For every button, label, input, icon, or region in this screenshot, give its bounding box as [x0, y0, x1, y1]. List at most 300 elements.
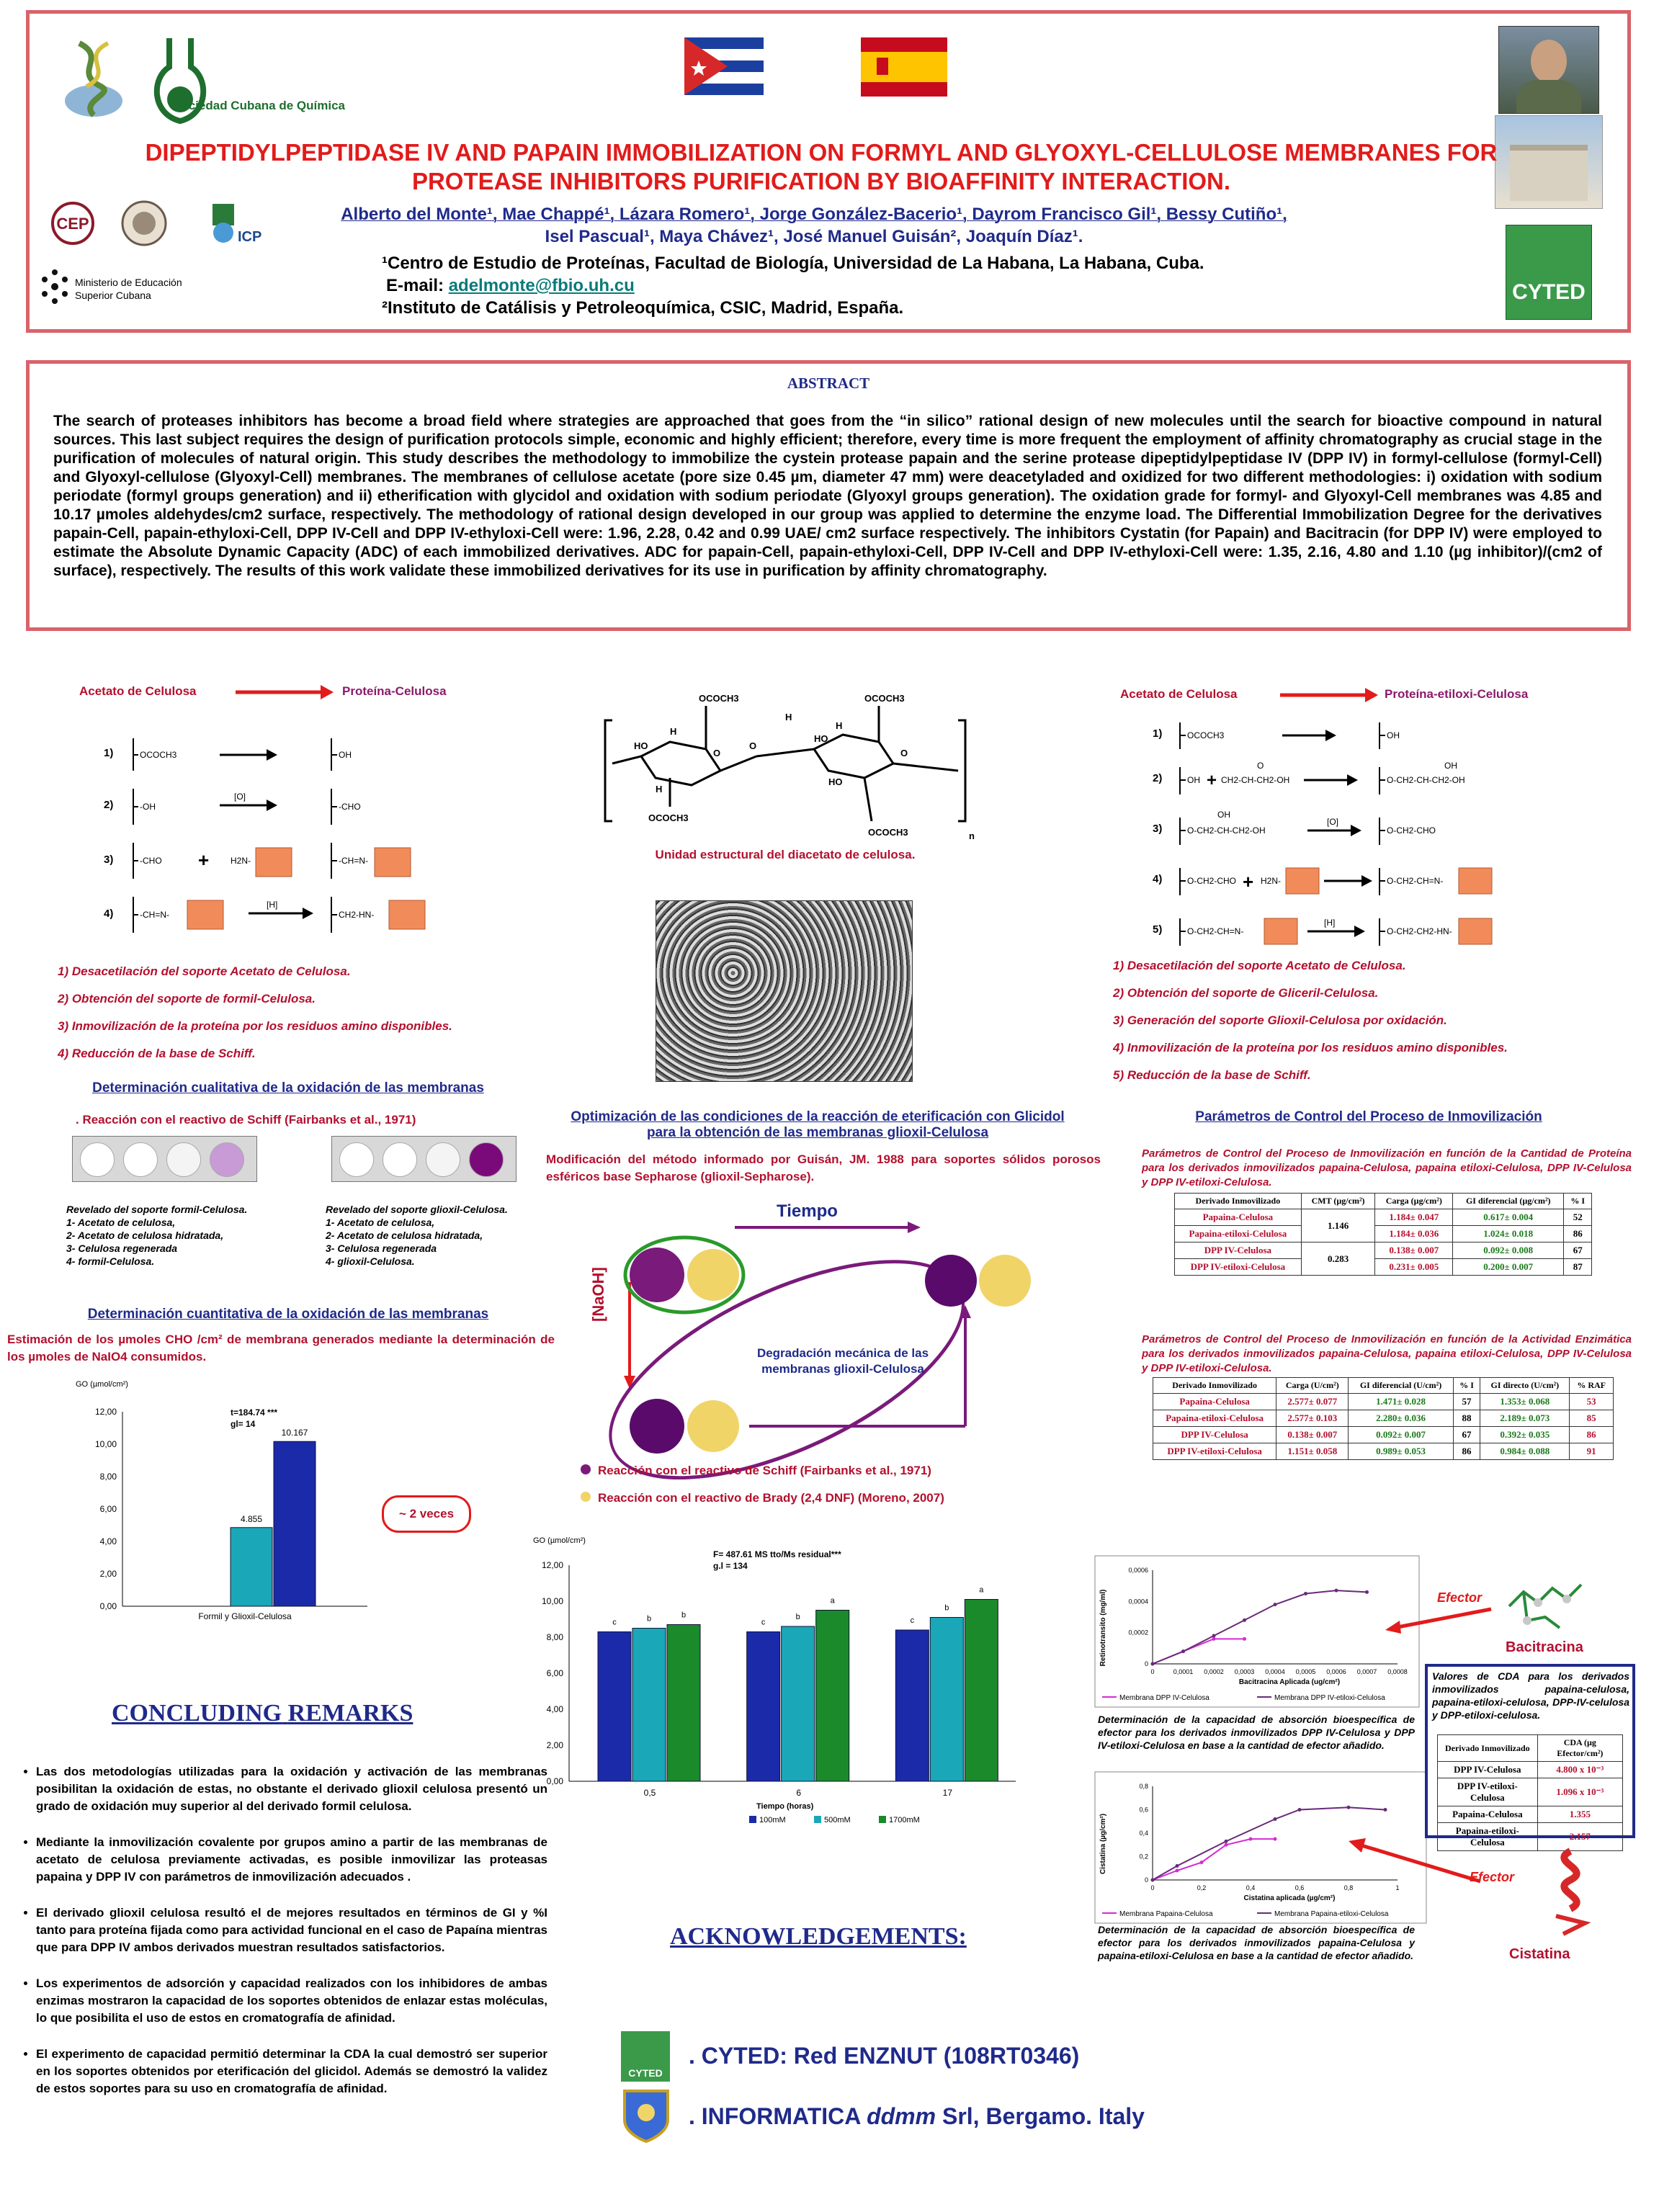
cyted-label: CYTED: [1512, 280, 1586, 304]
right-reaction-scheme: [1145, 717, 1578, 947]
svg-text:O-CH2-CHO: O-CH2-CHO: [1387, 825, 1436, 836]
svg-text:HO: HO: [828, 776, 843, 787]
bacitracin-label: Bacitracina: [1506, 1639, 1583, 1655]
table-cell: 1.471± 0.028: [1349, 1394, 1453, 1410]
bar: [274, 1441, 316, 1606]
data-point: [1212, 1634, 1216, 1638]
table-header: Carga (µg/cm²): [1375, 1194, 1453, 1209]
significance-label: c: [910, 1616, 915, 1625]
svg-text:CH2-HN-: CH2-HN-: [339, 910, 375, 920]
x-tick-label: 0,0004: [1265, 1668, 1285, 1675]
concluding-title: [112, 1700, 413, 1727]
x-axis-label: Tiempo (horas): [756, 1802, 814, 1811]
significance-label: b: [944, 1603, 949, 1613]
sociedad-logo-icon: [148, 35, 213, 128]
table-cell: 4.800 x 10⁻³: [1537, 1762, 1622, 1778]
table-header: CDA (µg Efector/cm²): [1537, 1735, 1622, 1762]
x-tick-label: 17: [942, 1788, 953, 1798]
table-row: [1153, 1427, 1614, 1443]
svg-text:OCOCH3: OCOCH3: [864, 693, 905, 704]
data-point: [1304, 1592, 1307, 1595]
authors: [274, 203, 1354, 248]
table-header: GI directo (U/cm²): [1480, 1378, 1570, 1394]
x-tick-label: 0: [1150, 1668, 1155, 1675]
bar: [231, 1528, 272, 1606]
data-point: [1225, 1840, 1228, 1843]
svg-text:CEP: CEP: [56, 215, 89, 233]
ack-title: ACKNOWLEDGEMENTS:: [670, 1923, 967, 1950]
formyl-membranes-strip: [72, 1136, 257, 1182]
bar: [667, 1625, 700, 1782]
data-point: [1176, 1869, 1179, 1873]
data-point: [1151, 1879, 1155, 1882]
right-note-2: 2) Obtención del soporte de Gliceril-Celulosa.: [1113, 986, 1379, 1000]
left-scheme-to: Proteína-Celulosa: [342, 684, 447, 698]
data-point: [1176, 1864, 1179, 1868]
table-cell: 0.392± 0.035: [1480, 1427, 1570, 1443]
table-row: [1438, 1806, 1623, 1823]
table-cell: 0.200± 0.007: [1453, 1259, 1564, 1276]
glyoxyl-caption: Revelado del soporte glioxil-Celulosa. 1- Acetato de celulosa, 2- Acetato de celulosa hidratada, 3- Celulosa regenerada 4- glioxil-Celulosa.: [326, 1204, 508, 1267]
table-cell: Papaina-etiloxi-Celulosa: [1153, 1410, 1276, 1427]
left-scheme-from: Acetato de Celulosa: [79, 684, 197, 698]
legend-swatch: [749, 1816, 756, 1823]
stat-annotation: F= 487.61 MS tto/Ms residual***: [713, 1549, 841, 1559]
table-cell: 2.189± 0.073: [1480, 1410, 1570, 1427]
svg-text:-CHO: -CHO: [140, 856, 162, 866]
legend-label: Membrana DPP IV-Celulosa: [1119, 1694, 1209, 1702]
molecule-logo-icon: [50, 29, 137, 130]
email-link[interactable]: adelmonte@fbio.uh.cu: [448, 276, 635, 295]
y-tick-label: 0,00: [546, 1776, 563, 1786]
legend-swatch: [879, 1816, 886, 1823]
poster-title: [86, 138, 1556, 196]
x-tick-label: 0,0006: [1326, 1668, 1346, 1675]
email-label: E-mail:: [386, 276, 444, 295]
table-cell: 0.092± 0.007: [1349, 1427, 1453, 1443]
table-cell: DPP IV-etiloxi-Celulosa: [1175, 1259, 1302, 1276]
ack-line1: . CYTED: Red ENZNUT (108RT0346): [689, 2043, 1080, 2069]
y-tick-label: 10,00: [541, 1596, 563, 1606]
svg-text:H2N-: H2N-: [1261, 876, 1282, 886]
left-note-4: 4) Reducción de la base de Schiff.: [58, 1047, 256, 1060]
ministry-logo-icon: [39, 268, 71, 305]
yellow-dot-icon: [581, 1492, 591, 1502]
svg-text:O-CH2-CH-CH2-OH: O-CH2-CH-CH2-OH: [1187, 825, 1266, 836]
table-cell: Papaina-Celulosa: [1175, 1209, 1302, 1226]
table-header: Derivado Inmovilizado: [1153, 1378, 1276, 1394]
legend-swatch: [814, 1816, 821, 1823]
authors-line2: Isel Pascual¹, Maya Chávez¹, José Manuel Guisán², Joaquín Díaz¹.: [545, 227, 1083, 246]
affiliation-2: ²Instituto de Catálisis y Petroleoquímica, CSIC, Madrid, España.: [382, 298, 904, 318]
y-tick-label: 0,00: [99, 1601, 117, 1611]
table-header: GI diferencial (µg/cm²): [1453, 1194, 1564, 1209]
abstract-text: The search of proteases inhibitors has become a broad field where strategies are approached that goes from the “in silico” rational design of new molecules until the search for bioactive compound in natural sources. This last subject requires the design of purification protocols simple, economic and highly efficient; therefore, every time is more frequent the employment of affinity chromatography as crucial stage in the purification of molecules of natural origin. This study describes the methodology to immobilize the cystein protease papain and the serine protease dipeptidylpeptidase IV (DPP IV) in formyl-cellulose (formyl-Cell) and Glyoxyl-cellulose (Glyoxyl-Cell) membranes. The membranes of cellulose acetate (pore size 0.45 µm, diameter 47 mm) were deacetyladed and oxidized for two different methodologies: i) oxidation with sodium periodate (formyl groups generation) and ii) etherification with glycidol and oxidation with sodium periodate (Glyoxyl groups generation). The oxidation grade for formyl- and Glyoxyl-Cell membranes was 4.85 and 10.17 µmoles aldehydes/cm2 surface, respectively. The methodology of rational design developed in our group was applied to determine the enzyme load. The Differential Immobilization Degree for the derivatives papain-Cell, papain-ethyloxi-Cell, DPP IV-Cell and DPP IV-ethyloxi-Cell were: 1.96, 2.28, 0.42 and 0.99 UAE/ cm2 surface respectively. The inhibitors Cystatin (for Papain) and Bacitracin (for DPP IV) were employed to estimate the Absolute Dynamic Capacity (ADC) of each immobilized derivatives. ADC for papain-Cell, papain-ethyloxi-Cell, DPP IV-Cell and DPP IV-ethyloxi-Cell were: 1.35, 2.16, 4.80 and 1.10 (µg inhibitor)/(cm2 of surface), respectively. The results of this work validate these immobilized derivatives for its use in purification by affinity chromatography.: [53, 413, 1602, 579]
table-cell: 86: [1453, 1443, 1480, 1460]
table-cell: 1.024± 0.018: [1453, 1226, 1564, 1242]
svg-text:OH: OH: [1387, 730, 1400, 740]
x-tick-label: 0: [1150, 1884, 1155, 1891]
oxidation-bar-chart: [72, 1372, 389, 1628]
data-point: [1298, 1808, 1302, 1812]
table-cell: 0.138± 0.007: [1375, 1242, 1453, 1259]
svg-text:-OH: -OH: [140, 802, 156, 812]
two-fold-badge: ~ 2 veces: [382, 1495, 471, 1533]
cda-caption2: Determinación de la capacidad de absorción bioespecífica de efector para los derivados inmovilizados papaina-Celulosa y papaina-etiloxi-Celulosa en base a la cantidad de efector añadido.: [1098, 1924, 1415, 1961]
data-label: 4.855: [240, 1513, 263, 1524]
table-cell: DPP IV-etiloxi-Celulosa: [1153, 1443, 1276, 1460]
legend-label: Membrana DPP IV-etiloxi-Celulosa: [1274, 1694, 1385, 1702]
table-cell: DPP IV-Celulosa: [1175, 1242, 1302, 1259]
authors-line1: Alberto del Monte¹, Mae Chappé¹, Lázara Romero¹, Jorge González-Bacerio¹, Dayrom Francisco Gil¹, Bessy Cutiño¹,: [341, 205, 1287, 224]
ack-line2-a: . INFORMATICA: [689, 2103, 861, 2129]
x-tick-label: 1: [1395, 1884, 1400, 1891]
svg-text:2): 2): [104, 799, 114, 811]
table-cell: 2.157: [1537, 1823, 1622, 1851]
svg-text:O: O: [713, 748, 721, 758]
table-row: [1175, 1242, 1592, 1259]
table-header: Derivado Inmovilizado: [1175, 1194, 1302, 1209]
significance-label: c: [761, 1618, 766, 1627]
data-point: [1274, 1837, 1277, 1841]
table-cell: 1.146: [1301, 1209, 1375, 1242]
x-tick-label: 0,5: [643, 1788, 656, 1798]
table-cell: DPP IV-etiloxi-Celulosa: [1438, 1778, 1538, 1806]
y-tick-label: 8,00: [99, 1472, 117, 1482]
x-tick-label: 0,0007: [1356, 1668, 1377, 1675]
y-tick-label: 0: [1144, 1876, 1148, 1884]
significance-label: b: [795, 1613, 800, 1621]
svg-text:[O]: [O]: [1327, 817, 1339, 827]
informatica-logo-icon: [621, 2087, 671, 2145]
red-arrow-icon: [1340, 1837, 1484, 1887]
legend-label: 1700mM: [889, 1816, 920, 1824]
red-arrow-icon: [1379, 1605, 1495, 1634]
svg-text:OH: OH: [339, 750, 352, 760]
table-header: Carga (U/cm²): [1276, 1378, 1349, 1394]
table-cell: 1.151± 0.058: [1276, 1443, 1349, 1460]
left-note-1: 1) Desacetilación del soporte Acetato de Celulosa.: [58, 964, 351, 978]
efector-label-2: Efector: [1470, 1870, 1515, 1884]
left-reaction-scheme: [94, 727, 526, 936]
right-scheme-notes: [1113, 952, 1508, 1089]
svg-text:+: +: [198, 849, 210, 871]
table-cell: 0.283: [1301, 1242, 1375, 1276]
cda-caption1: Determinación de la capacidad de absorción bioespecífica de efector para los derivados inmovilizados DPP IV-Celulosa y DPP IV-etiloxi-Celulosa en base a la cantidad de efector añadido.: [1098, 1714, 1415, 1751]
legend-label: 100mM: [759, 1816, 786, 1824]
glyoxyl-membranes-strip: [331, 1136, 517, 1182]
institution-logo-icon: [48, 194, 98, 259]
table-row: [1153, 1410, 1614, 1427]
legend-label: Membrana Papaina-Celulosa: [1119, 1910, 1213, 1918]
data-point: [1274, 1817, 1277, 1821]
data-point: [1200, 1861, 1204, 1864]
svg-text:O: O: [1257, 761, 1264, 771]
x-tick-label: 0,0001: [1173, 1668, 1194, 1675]
formyl-caption: Revelado del soporte formil-Celulosa. 1- Acetato de celulosa, 2- Acetato de celulosa hidratada, 3- Celulosa regenerada 4- formil-Celulosa.: [66, 1204, 248, 1267]
svg-text:5): 5): [1153, 923, 1163, 936]
table-row: [1153, 1443, 1614, 1460]
svg-text:OH: OH: [1217, 810, 1230, 820]
author-photo: [1498, 26, 1599, 114]
bacitracin-molecule-icon: [1502, 1570, 1588, 1635]
concluding-item: • El derivado glioxil celulosa resultó el de mejores resultados en términos de GI y %I tanto para proteína fijada como para actividad funcional en el caso de Papaína mientras que para DPP IV ambos derivados muestran resultados satisfactorios.: [36, 1904, 547, 1956]
stat-annotation: g.l = 134: [713, 1561, 748, 1571]
bacitracin-capacity-chart: [1095, 1556, 1419, 1707]
concluding-item: • El experimento de capacidad permitió determinar la CDA la cual demostró ser superior en los soportes obtenidos por eterificación del glicidol. Además se demostró la validez de estos soportes para su uso en cromatografía de afinidad.: [36, 2046, 547, 2097]
svg-text:OH: OH: [1187, 775, 1200, 785]
svg-text:OCOCH3: OCOCH3: [140, 750, 177, 760]
svg-text:3): 3): [1153, 823, 1163, 835]
table-cell: 87: [1564, 1259, 1592, 1276]
table-cell: 0.092± 0.008: [1453, 1242, 1564, 1259]
table-row: [1153, 1394, 1614, 1410]
y-tick-label: 0,4: [1139, 1830, 1148, 1837]
data-point: [1212, 1637, 1216, 1641]
x-category-label: Formil y Glioxil-Celulosa: [198, 1611, 292, 1621]
optimization-desc: Modificación del método informado por Guisán, JM. 1988 para soportes sólidos porosos esféricos base Sepharose (glioxil-Sepharose).: [546, 1152, 1101, 1183]
spain-flag-icon: [861, 37, 947, 97]
cystatin-label: Cistatina: [1509, 1946, 1570, 1962]
ack-line2: [689, 2103, 1145, 2130]
table-cell: Papaina-etiloxi-Celulosa: [1175, 1226, 1302, 1242]
concluding-title-b: REMARKS: [287, 1700, 413, 1727]
step-1: 1): [104, 747, 114, 759]
svg-text:HO: HO: [814, 733, 828, 744]
cyted-small-logo: CYTED: [621, 2031, 670, 2082]
table-cell: 67: [1564, 1242, 1592, 1259]
y-tick-label: 0: [1144, 1660, 1148, 1667]
y-axis-label: Retinotransito (mg/ml): [1099, 1589, 1107, 1667]
schiff-reaction-line: . Reacción con el reactivo de Schiff (Fairbanks et al., 1971): [76, 1113, 416, 1127]
legend-label: Membrana Papaina-etiloxi-Celulosa: [1274, 1910, 1389, 1918]
left-note-3: 3) Inmovilización de la proteína por los residuos amino disponibles.: [58, 1019, 452, 1033]
table-row: [1175, 1259, 1592, 1276]
legend-schiff: [581, 1464, 931, 1478]
stat-annotation: gl= 14: [231, 1419, 256, 1429]
x-tick-label: 0,2: [1197, 1884, 1207, 1891]
data-label: 10.167: [281, 1428, 308, 1438]
bar: [782, 1626, 815, 1781]
y-axis-label: Cistatina (µg/cm²): [1099, 1813, 1107, 1875]
table-cell: 52: [1564, 1209, 1592, 1226]
x-tick-label: 0,0002: [1204, 1668, 1224, 1675]
table-header: CMT (µg/cm²): [1301, 1194, 1375, 1209]
svg-text:O-CH2-CHO: O-CH2-CHO: [1187, 876, 1236, 886]
table-cell: Papaina-etiloxi-Celulosa: [1438, 1823, 1538, 1851]
y-tick-label: 4,00: [99, 1536, 117, 1546]
right-note-5: 5) Reducción de la base de Schiff.: [1113, 1068, 1311, 1082]
data-point: [1151, 1662, 1155, 1666]
table-header: Derivado Inmovilizado: [1438, 1735, 1538, 1762]
table-cell: 85: [1570, 1410, 1614, 1427]
title-line1: DIPEPTIDYLPEPTIDASE IV AND PAPAIN IMMOBILIZATION ON FORMYL AND GLYOXYL-CELLULOSE MEMBRANES FOR: [145, 139, 1498, 166]
svg-text:OCOCH3: OCOCH3: [1187, 730, 1225, 740]
title-line2: PROTEASE INHIBITORS PURIFICATION BY BIOAFFINITY INTERACTION.: [411, 168, 1231, 194]
significance-label: a: [979, 1585, 984, 1595]
bar: [632, 1629, 666, 1782]
svg-text:CH2-CH-CH2-OH: CH2-CH-CH2-OH: [1221, 775, 1290, 785]
svg-text:-CH=N-: -CH=N-: [339, 856, 368, 866]
y-tick-label: 6,00: [546, 1668, 563, 1678]
table-cell: 53: [1570, 1394, 1614, 1410]
society-name: Sociedad Cubana de Química: [173, 99, 346, 112]
cuba-flag-icon: [684, 37, 764, 95]
svg-text:O-CH2-CH2-HN-: O-CH2-CH2-HN-: [1387, 926, 1452, 936]
x-tick-label: 0,0003: [1234, 1668, 1255, 1675]
table-cell: 2.577± 0.103: [1276, 1410, 1349, 1427]
cda-box-text: Valores de CDA para los derivados inmovilizados papaina-celulosa, papaina-etiloxi-celulosa, DPP-IV-celulosa y DPP-etiloxi-celulosa.: [1432, 1670, 1629, 1721]
svg-text:OCOCH3: OCOCH3: [648, 812, 689, 823]
table-cell: 1.184± 0.036: [1375, 1226, 1453, 1242]
table-row: [1175, 1209, 1592, 1226]
concluding-list: [7, 1763, 547, 2116]
purple-dot-icon: [581, 1464, 591, 1474]
svg-text:[H]: [H]: [267, 900, 278, 910]
table-cell: 57: [1453, 1394, 1480, 1410]
x-tick-label: 6: [796, 1788, 802, 1798]
data-point: [1243, 1618, 1246, 1622]
y-axis-label: GO (µmol/cm²): [533, 1536, 586, 1545]
quantitative-desc: Estimación de los µmoles CHO /cm² de membrana generados mediante la determinación de los µmoles de NaIO4 consumidos.: [7, 1333, 555, 1364]
table-header: % I: [1453, 1378, 1480, 1394]
affiliations: [382, 252, 1390, 319]
cystatin-molecule-icon: [1542, 1844, 1599, 1938]
bar: [930, 1618, 963, 1782]
svg-text:3): 3): [104, 854, 114, 866]
bar: [598, 1632, 631, 1782]
y-axis-label: GO (µmol/cm²): [76, 1380, 128, 1389]
table-cell: 0.231± 0.005: [1375, 1259, 1453, 1276]
data-point: [1225, 1843, 1228, 1847]
data-point: [1365, 1590, 1369, 1594]
y-tick-label: 0,0006: [1128, 1567, 1148, 1574]
svg-text:-CHO: -CHO: [339, 802, 361, 812]
table-cell: DPP IV-Celulosa: [1438, 1762, 1538, 1778]
x-tick-label: 0,0005: [1295, 1668, 1316, 1675]
concluding-title-a: CONCLUDING: [112, 1700, 282, 1727]
table-cell: 86: [1564, 1226, 1592, 1242]
svg-text:H: H: [656, 784, 663, 794]
params-caption2: Parámetros de Control del Proceso de Inmovilización en función de la Actividad Enzimática para los derivados inmovilizados papaina-Celulosa, papaina etiloxi-Celulosa, DPP IV-Celulosa y DPP IV-etiloxi-Celulosa.: [1142, 1333, 1632, 1374]
icp-label: ICP: [238, 229, 262, 245]
y-tick-label: 12,00: [94, 1407, 117, 1417]
svg-text:-CH=N-: -CH=N-: [140, 910, 169, 920]
right-scheme-from: Acetato de Celulosa: [1120, 687, 1238, 701]
right-scheme-to: Proteína-etiloxi-Celulosa: [1385, 687, 1529, 701]
email-line: [382, 274, 1390, 297]
x-axis-label: Cistatina aplicada (µg/cm²): [1243, 1894, 1336, 1902]
bar: [895, 1630, 929, 1781]
ack-line2-b: ddmm: [867, 2103, 936, 2129]
legend-schiff-text: Reacción con el reactivo de Schiff (Fairbanks et al., 1971): [598, 1464, 931, 1477]
x-tick-label: 0,4: [1246, 1884, 1256, 1891]
svg-text:O-CH2-CH=N-: O-CH2-CH=N-: [1187, 926, 1244, 936]
data-point: [1335, 1589, 1338, 1593]
table-cell: 1.353± 0.068: [1480, 1394, 1570, 1410]
data-point: [1347, 1806, 1351, 1809]
left-note-2: 2) Obtención del soporte de formil-Celulosa.: [58, 992, 316, 1006]
qualitative-title: Determinación cualitativa de la oxidación de las membranas: [92, 1080, 484, 1096]
table-cell: 0.617± 0.004: [1453, 1209, 1564, 1226]
quantitative-title: Determinación cuantitativa de la oxidación de las membranas: [87, 1307, 489, 1322]
table-row: [1175, 1226, 1592, 1242]
table-cell: 1.096 x 10⁻³: [1537, 1778, 1622, 1806]
x-tick-label: 0,6: [1294, 1884, 1305, 1891]
right-note-4: 4) Inmovilización de la proteína por los residuos amino disponibles.: [1113, 1041, 1508, 1054]
stat-annotation: t=184.74 ***: [231, 1407, 278, 1418]
table-cell: DPP IV-Celulosa: [1153, 1427, 1276, 1443]
table-header: GI diferencial (U/cm²): [1349, 1378, 1453, 1394]
data-point: [1384, 1808, 1387, 1812]
ack-line2-c: Srl, Bergamo. Italy: [942, 2103, 1145, 2129]
bar: [965, 1600, 998, 1782]
unit-caption: Unidad estructural del diacetato de celulosa.: [655, 848, 916, 861]
legend-brady: [581, 1491, 944, 1505]
data-point: [1274, 1603, 1277, 1606]
svg-text:+: +: [1207, 771, 1217, 790]
svg-text:OCOCH3: OCOCH3: [868, 827, 908, 838]
table-cell: Papaina-Celulosa: [1153, 1394, 1276, 1410]
concluding-item: • Las dos metodologías utilizadas para la oxidación y activación de las membranas posibilitan la oxidación de estas, no obstante el derivado glioxil celulosa presentó un grado de oxidación muy superior al del derivado formil celulosa.: [36, 1763, 547, 1815]
data-point: [1243, 1637, 1246, 1641]
table-cell: 0.138± 0.007: [1276, 1427, 1349, 1443]
table-cell: 2.280± 0.036: [1349, 1410, 1453, 1427]
svg-text:O: O: [749, 740, 757, 751]
bar: [747, 1632, 780, 1782]
y-tick-label: 0,0002: [1128, 1629, 1148, 1636]
degradation-label: Degradación mecánica de las membranas glioxil-Celulosa: [756, 1346, 929, 1376]
y-tick-label: 0,6: [1139, 1806, 1148, 1814]
x-tick-label: 0,0008: [1387, 1668, 1408, 1675]
y-tick-label: 2,00: [99, 1569, 117, 1579]
significance-label: b: [646, 1614, 652, 1624]
table-cell: 2.577± 0.077: [1276, 1394, 1349, 1410]
svg-text:O-CH2-CH=N-: O-CH2-CH=N-: [1387, 876, 1444, 886]
svg-text:HO: HO: [634, 740, 648, 751]
x-tick-label: 0,8: [1343, 1884, 1354, 1891]
left-scheme-notes: [58, 958, 452, 1067]
svg-text:H: H: [785, 712, 792, 722]
y-tick-label: 2,00: [546, 1740, 563, 1750]
y-tick-label: 4,00: [546, 1704, 563, 1714]
table-cell: 86: [1570, 1427, 1614, 1443]
params-table-protein: [1174, 1193, 1592, 1276]
y-tick-label: 0,2: [1139, 1853, 1148, 1861]
y-tick-label: 0,8: [1139, 1783, 1148, 1790]
legend-label: 500mM: [824, 1816, 851, 1824]
legend-brady-text: Reacción con el reactivo de Brady (2,4 DNF) (Moreno, 2007): [598, 1491, 944, 1505]
table-cell: 0.984± 0.088: [1480, 1443, 1570, 1460]
optimization-title: Optimización de las condiciones de la reacción de eterificación con Glicidol para la obtención de las membranas glioxil-Celulosa: [571, 1109, 1065, 1140]
y-tick-label: 6,00: [99, 1504, 117, 1514]
red-arrow-icon: [234, 683, 335, 702]
svg-text:n: n: [969, 830, 975, 841]
data-point: [1181, 1649, 1185, 1653]
table-cell: 91: [1570, 1443, 1614, 1460]
membrane-sem-image: [656, 900, 913, 1082]
svg-text:O: O: [900, 748, 908, 758]
table-header: % I: [1564, 1194, 1592, 1209]
significance-label: b: [681, 1611, 687, 1620]
table-cell: 88: [1453, 1410, 1480, 1427]
table-cell: 0.989± 0.053: [1349, 1443, 1453, 1460]
params-table-activity: [1153, 1377, 1614, 1460]
svg-text:OH: OH: [1444, 761, 1457, 771]
cyted-logo: [1506, 225, 1592, 320]
efector-label-1: Efector: [1437, 1590, 1483, 1605]
x-axis-label: Bacitracina Aplicada (ug/cm²): [1238, 1678, 1341, 1686]
